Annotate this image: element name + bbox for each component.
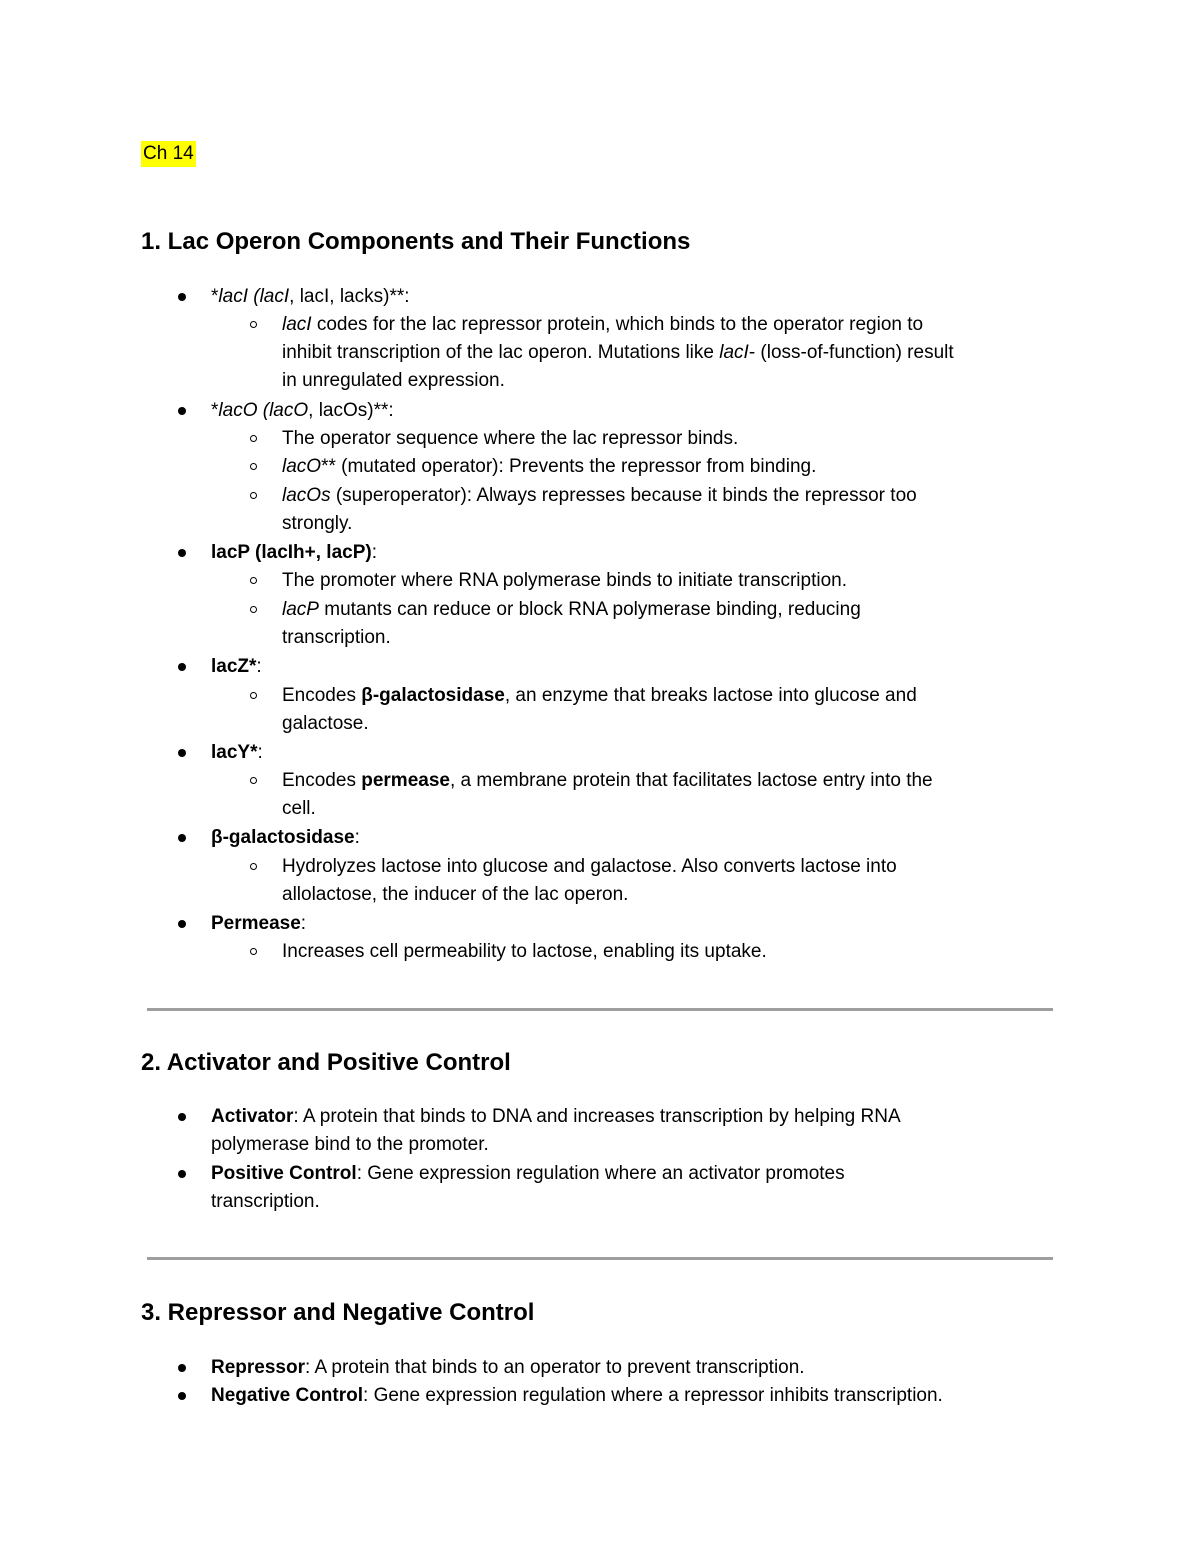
lacy-heading: lacY*: [211,742,263,763]
bullet-icon [178,920,186,928]
repressor-definition: Repressor: A protein that binds to an operator to prevent transcription. [211,1357,805,1378]
sub-bullet-icon [250,463,257,470]
lacy-description: Encodes permease, a membrane protein that facilitates lactose entry into the [282,770,933,791]
activator-definition-line2: polymerase bind to the promoter. [211,1134,489,1155]
chapter-label: Ch 14 [141,141,196,167]
sub-bullet-icon [250,492,257,499]
laco-operator-sequence: The operator sequence where the lac repressor binds. [282,428,739,449]
permease-description: Increases cell permeability to lactose, enabling its uptake. [282,941,767,962]
bullet-icon [178,749,186,757]
bullet-icon [178,663,186,671]
lacp-heading: lacP (lacIh+, lacP): [211,542,378,563]
bullet-icon [178,1170,186,1178]
bullet-icon [178,549,186,557]
sub-bullet-icon [250,777,257,784]
section-3-title: 3. Repressor and Negative Control [141,1299,535,1326]
sub-bullet-icon [250,435,257,442]
section-1-title: 1. Lac Operon Components and Their Functions [141,228,691,255]
laco-mutated-operator: lacO** (mutated operator): Prevents the repressor from binding. [282,456,817,477]
bullet-icon [178,1364,186,1372]
bgal-heading: β-galactosidase: [211,827,360,848]
laco-heading: *lacO (lacO, lacOs)**: [211,400,394,421]
bullet-icon [178,1113,186,1121]
lacp-mutants-line2: transcription. [282,627,391,648]
laci-description: lacI codes for the lac repressor protein, which binds to the operator region to [282,314,924,335]
lacy-description-line2: cell. [282,798,316,819]
laco-superoperator: lacOs (superoperator): Always represses because it binds the repressor too [282,485,917,506]
bullet-icon [178,834,186,842]
bgal-description-line2: allolactose, the inducer of the lac operon. [282,884,629,905]
section-2-title: 2. Activator and Positive Control [141,1049,511,1076]
laci-heading: *lacI (lacI, lacI, lacks)**: [211,286,410,307]
lacp-promoter: The promoter where RNA polymerase binds to initiate transcription. [282,570,847,591]
horizontal-divider [147,1008,1053,1011]
lacz-description-line2: galactose. [282,713,369,734]
bullet-icon [178,293,186,301]
positive-control-definition-line2: transcription. [211,1191,320,1212]
sub-bullet-icon [250,606,257,613]
negative-control-definition: Negative Control: Gene expression regulation where a repressor inhibits transcription. [211,1385,943,1406]
sub-bullet-icon [250,692,257,699]
lacz-description: Encodes β-galactosidase, an enzyme that breaks lactose into glucose and [282,685,917,706]
activator-definition: Activator: A protein that binds to DNA and increases transcription by helping RNA [211,1106,901,1127]
bullet-icon [178,1392,186,1400]
horizontal-divider [147,1257,1053,1260]
sub-bullet-icon [250,948,257,955]
bullet-icon [178,407,186,415]
positive-control-definition: Positive Control: Gene expression regulation where an activator promotes [211,1163,845,1184]
sub-bullet-icon [250,577,257,584]
laci-description-line3: in unregulated expression. [282,370,505,391]
lacp-mutants: lacP mutants can reduce or block RNA polymerase binding, reducing [282,599,861,620]
bgal-description: Hydrolyzes lactose into glucose and galactose. Also converts lactose into [282,856,897,877]
laco-superoperator-line2: strongly. [282,513,353,534]
sub-bullet-icon [250,321,257,328]
permease-heading: Permease: [211,913,307,934]
lacz-heading: lacZ*: [211,656,262,677]
laci-description-line2: inhibit transcription of the lac operon. Mutations like lacI- (loss-of-function) result [282,342,954,363]
sub-bullet-icon [250,863,257,870]
